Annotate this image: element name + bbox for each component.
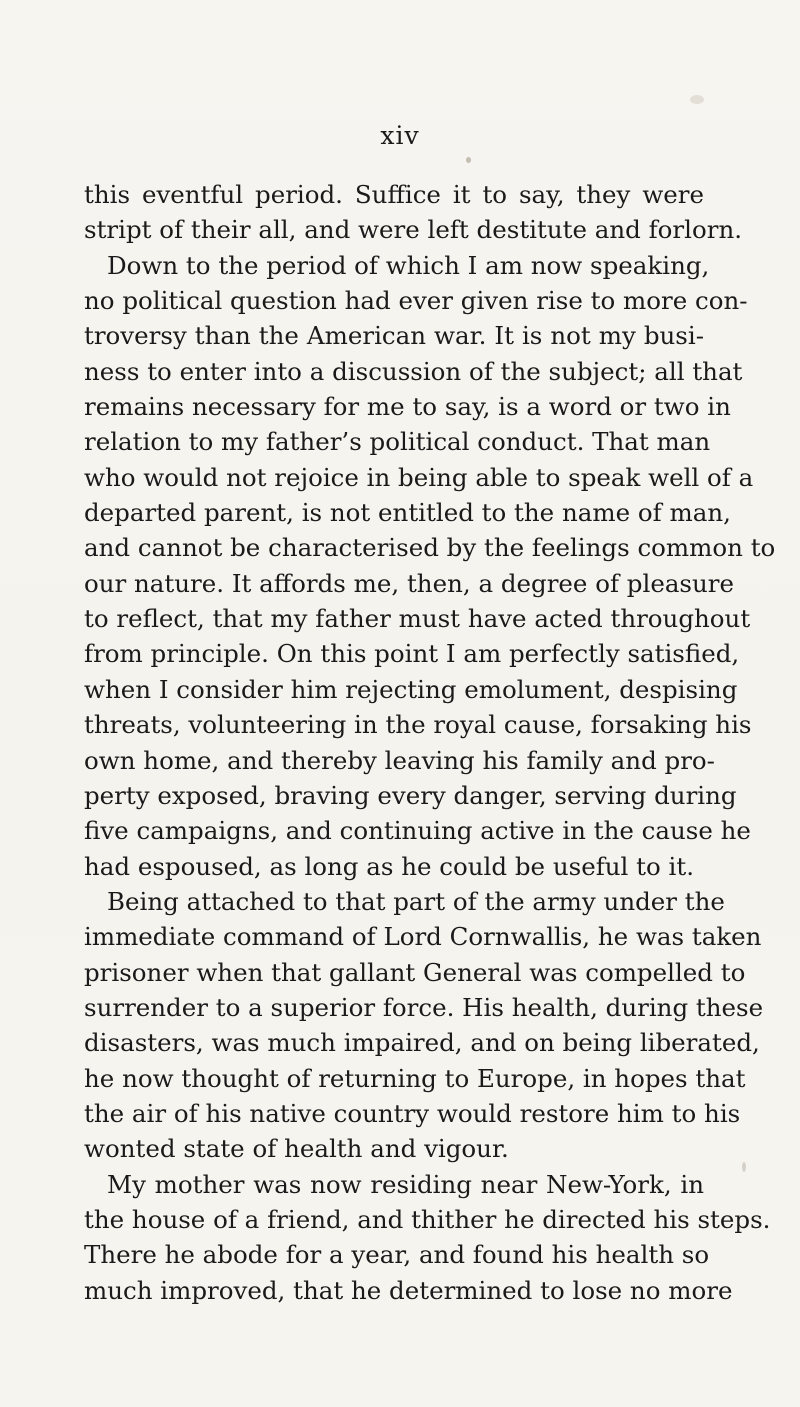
text-line: surrender to a superior force. His health, during these xyxy=(84,992,764,1022)
text-line: Being attached to that part of the army under the xyxy=(107,886,725,916)
text-line: threats, volunteering in the royal cause, forsaking his xyxy=(84,710,752,740)
text-line: to reflect, that my father must have acted throughout xyxy=(84,604,751,634)
text-line: immediate command of Lord Cornwallis, he was taken xyxy=(84,922,762,952)
body-text xyxy=(84,177,776,1308)
text-line: who would not rejoice in being able to speak well of a xyxy=(84,462,754,492)
text-line: the house of a friend, and thither he directed his steps. xyxy=(84,1204,771,1234)
text-line: much improved, that he determined to lose no more xyxy=(84,1275,733,1305)
text-line: and cannot be characterised by the feelings common to xyxy=(84,533,776,563)
text-line: There he abode for a year, and found his health so xyxy=(84,1240,710,1270)
text-line: remains necessary for me to say, is a word or two in xyxy=(84,392,731,422)
text-line: from principle. On this point I am perfectly satisfied, xyxy=(84,639,740,669)
text-line: this eventful period. Suffice it to say, they were xyxy=(84,180,704,209)
text-line: ness to enter into a discussion of the subject; all that xyxy=(84,356,743,386)
paper-speck xyxy=(742,1162,746,1172)
text-line: own home, and thereby leaving his family and pro- xyxy=(84,745,715,775)
text-line: Down to the period of which I am now speaking, xyxy=(107,250,710,280)
text-line: relation to my father’s political conduct. That man xyxy=(84,427,711,457)
text-line: our nature. It affords me, then, a degree of pleasure xyxy=(84,568,734,598)
text-line: prisoner when that gallant General was compelled to xyxy=(84,957,746,987)
text-line: no political question had ever given rise to more con- xyxy=(84,286,748,316)
paper-speck xyxy=(466,157,471,163)
text-line: My mother was now residing near New-York, in xyxy=(107,1169,704,1199)
text-line: troversy than the American war. It is not my busi- xyxy=(84,321,704,351)
text-line: the air of his native country would restore him to his xyxy=(84,1098,741,1128)
text-line: perty exposed, braving every danger, serving during xyxy=(84,780,737,810)
text-line: when I consider him rejecting emolument, despising xyxy=(84,674,738,704)
text-line: wonted state of health and vigour. xyxy=(84,1134,509,1164)
text-line: departed parent, is not entitled to the name of man, xyxy=(84,498,731,528)
text-line: disasters, was much impaired, and on being liberated, xyxy=(84,1028,760,1058)
paper-blemish xyxy=(690,95,704,104)
text-line: five campaigns, and continuing active in the cause he xyxy=(84,816,751,846)
text-line: he now thought of returning to Europe, in hopes that xyxy=(84,1063,746,1093)
text-line: stript of their all, and were left destitute and forlorn. xyxy=(84,215,743,245)
page-number: xiv xyxy=(380,121,420,150)
text-line: had espoused, as long as he could be useful to it. xyxy=(84,851,695,881)
